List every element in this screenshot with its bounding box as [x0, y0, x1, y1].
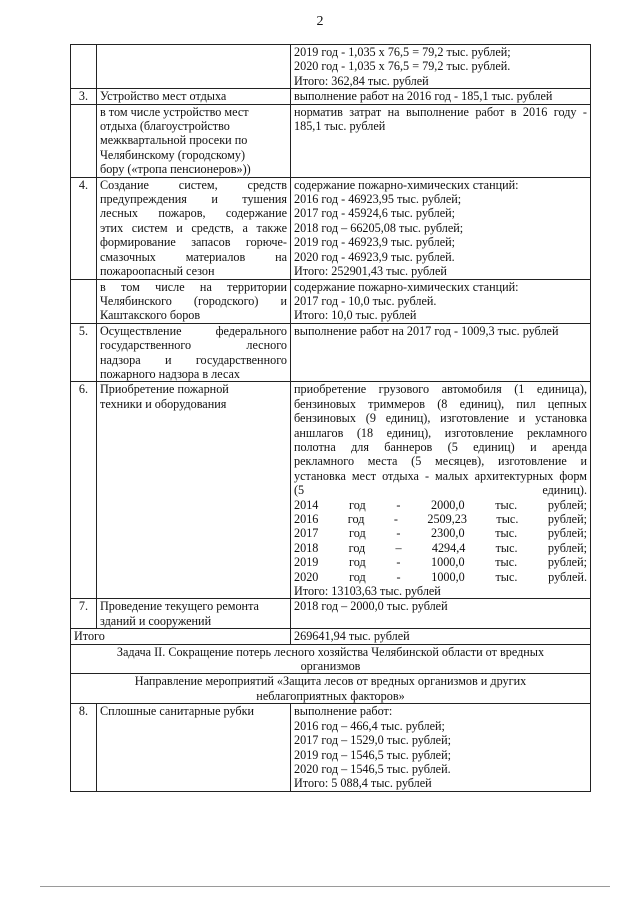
cell-line: смазочных материалов на	[100, 249, 287, 264]
cell-line: межквартальной просеки по	[100, 133, 248, 148]
cell-line: 2018 год – 4294,4 тыс. рублей;	[294, 540, 587, 555]
measure-name	[97, 104, 291, 177]
task-heading	[71, 644, 591, 674]
cell-line: Каштакского боров	[100, 308, 201, 323]
cell-line: содержание пожарно-химических станций:	[294, 279, 519, 294]
cell-line: 2017 год - 2300,0 тыс. рублей;	[294, 526, 587, 541]
bottom-rule	[40, 886, 610, 887]
cell-line: рекламного места (5 месяцев), изготовление и	[294, 454, 587, 469]
cell-line: Челябинского (городского) и	[100, 293, 287, 308]
cell-line: 2016 год - 46923,95 тыс. рублей;	[294, 192, 462, 207]
cell-line: этих систем и средств, а также	[100, 220, 287, 235]
cell-line: пожарного надзора в лесах	[100, 366, 241, 381]
cell-line: техники и оборудования	[100, 396, 227, 411]
cell-line: Сплошные санитарные рубки	[100, 704, 255, 719]
direction-heading	[71, 674, 591, 704]
cell-line: в том числе устройство мест	[100, 104, 249, 119]
cell-line: выполнение работ:	[294, 704, 393, 719]
measures-table-body	[71, 45, 591, 792]
cell-line: 2020 год - 1000,0 тыс. рублей.	[294, 569, 587, 584]
cell-line: 2016 год – 466,4 тыс. рублей;	[294, 718, 445, 733]
cell-line: 2020 год - 1,035 х 76,5 = 79,2 тыс. рублей.	[294, 59, 511, 74]
cell-line: аншлагов (18 единиц), изготовление рекламного	[294, 425, 587, 440]
row-number: 8.	[71, 704, 97, 791]
direction-heading-row	[71, 674, 591, 704]
cell-line: бензиновых триммеров (8 единиц), пил цепных	[294, 396, 587, 411]
cell-line: содержание пожарно-химических станций:	[294, 177, 519, 192]
cell-line: 2019 год - 46923,9 тыс. рублей;	[294, 235, 456, 250]
row-number: 5.	[71, 323, 97, 382]
cell-line: 2019 год - 1000,0 тыс. рублей;	[294, 555, 587, 570]
table-row	[71, 323, 591, 382]
measure-name	[97, 704, 291, 791]
task-heading-row	[71, 644, 591, 674]
table-row	[71, 89, 591, 104]
table-row	[71, 704, 591, 791]
measure-name	[97, 599, 291, 629]
cell-line: Устройство мест отдыха	[100, 89, 227, 104]
cell-line: бору («тропа пенсионеров»))	[100, 162, 251, 177]
row-number: 7.	[71, 599, 97, 629]
measure-name	[97, 45, 291, 89]
measure-details	[291, 104, 591, 177]
table-row	[71, 104, 591, 177]
measure-name	[97, 177, 291, 279]
cell-line: установка мест отдыха - малых архитектурных форм	[294, 468, 587, 483]
cell-line: пожароопасный сезон	[100, 264, 215, 279]
measure-details	[291, 704, 591, 791]
measure-name	[97, 279, 291, 323]
table-row	[71, 45, 591, 89]
cell-line: Итого: 10,0 тыс. рублей	[294, 308, 417, 323]
cell-line: лесных пожаров, содержание	[100, 206, 287, 221]
cell-line: 2020 год – 1546,5 тыс. рублей.	[294, 761, 451, 776]
measure-name	[97, 323, 291, 382]
cell-line: Создание систем, средств	[100, 177, 287, 192]
measure-details	[291, 89, 591, 104]
cell-line: Задача II. Сокращение потерь лесного хозяйства Челябинской области от вредных	[116, 644, 545, 659]
cell-line: в том числе на территории	[100, 279, 287, 294]
cell-line: формирование запасов горюче-	[100, 235, 287, 250]
cell-line: 2018 год – 2000,0 тыс. рублей	[294, 599, 448, 614]
cell-line: предупреждения и тушения	[100, 192, 287, 207]
cell-line: 2020 год - 46923,9 тыс. рублей.	[294, 249, 455, 264]
cell-line: 2017 год - 10,0 тыс. рублей.	[294, 293, 437, 308]
total-row	[71, 629, 591, 644]
page-number: 2	[316, 14, 324, 29]
cell-line: бензиновых (9 единиц), изготовление и установка	[294, 411, 587, 426]
measures-table	[70, 44, 591, 792]
cell-line: неблагоприятных факторов»	[256, 688, 405, 703]
cell-line: 2014 год - 2000,0 тыс. рублей;	[294, 497, 587, 512]
table-row	[71, 599, 591, 629]
table-row	[71, 279, 591, 323]
cell-line: 2019 год - 1,035 х 76,5 = 79,2 тыс. рублей;	[294, 45, 511, 59]
row-number	[71, 45, 97, 89]
cell-line: Приобретение пожарной	[100, 382, 229, 397]
measure-details	[291, 177, 591, 279]
cell-line: 2016 год - 2509,23 тыс. рублей;	[294, 512, 587, 526]
cell-line: Челябинскому (городскому)	[100, 147, 246, 162]
cell-line: 185,1 тыс. рублей	[294, 119, 386, 134]
cell-line: норматив затрат на выполнение работ в 2016 году -	[294, 104, 587, 119]
cell-line: отдыха (благоустройство	[100, 119, 230, 134]
measure-details	[291, 382, 591, 599]
row-number	[71, 104, 97, 177]
measure-details	[291, 45, 591, 89]
cell-line: Осуществление федерального	[100, 323, 287, 338]
total-label: Итого	[71, 629, 291, 644]
table-row	[71, 177, 591, 279]
cell-line: выполнение работ на 2016 год - 185,1 тыс. рублей	[294, 89, 553, 104]
measure-name	[97, 89, 291, 104]
cell-line: 2017 год – 1529,0 тыс. рублей;	[294, 733, 451, 748]
row-number	[71, 279, 97, 323]
cell-line: 2018 год – 66205,08 тыс. рублей;	[294, 220, 464, 235]
measure-details	[291, 279, 591, 323]
measure-name	[97, 382, 291, 599]
cell-line: надзора и государственного	[100, 352, 287, 367]
row-number: 3.	[71, 89, 97, 104]
cell-line: 2019 год – 1546,5 тыс. рублей;	[294, 747, 451, 762]
cell-line: приобретение грузового автомобиля (1 единица),	[294, 382, 587, 397]
cell-line: 2017 год - 45924,6 тыс. рублей;	[294, 206, 456, 221]
cell-line: Итого: 362,84 тыс. рублей	[294, 73, 429, 88]
cell-line: Проведение текущего ремонта	[100, 599, 259, 614]
cell-line: организмов	[300, 659, 361, 674]
cell-line: государственного лесного	[100, 338, 287, 353]
cell-line: Итого: 5 088,4 тыс. рублей	[294, 776, 432, 791]
measure-details	[291, 323, 591, 382]
measure-details	[291, 599, 591, 629]
row-number: 6.	[71, 382, 97, 599]
cell-line: Итого: 13103,63 тыс. рублей	[294, 584, 441, 599]
row-number: 4.	[71, 177, 97, 279]
cell-line: полотна для баннеров (5 единиц) и аренда	[294, 439, 587, 454]
cell-line: Направление мероприятий «Защита лесов от вредных организмов и других	[134, 674, 527, 689]
cell-line: Итого: 252901,43 тыс. рублей	[294, 264, 447, 279]
cell-line: (5 единиц).	[294, 483, 587, 498]
table-row	[71, 382, 591, 599]
cell-line: зданий и сооружений	[100, 613, 212, 628]
cell-line: выполнение работ на 2017 год - 1009,3 тыс. рублей	[294, 323, 559, 338]
total-value: 269641,94 тыс. рублей	[291, 629, 591, 644]
